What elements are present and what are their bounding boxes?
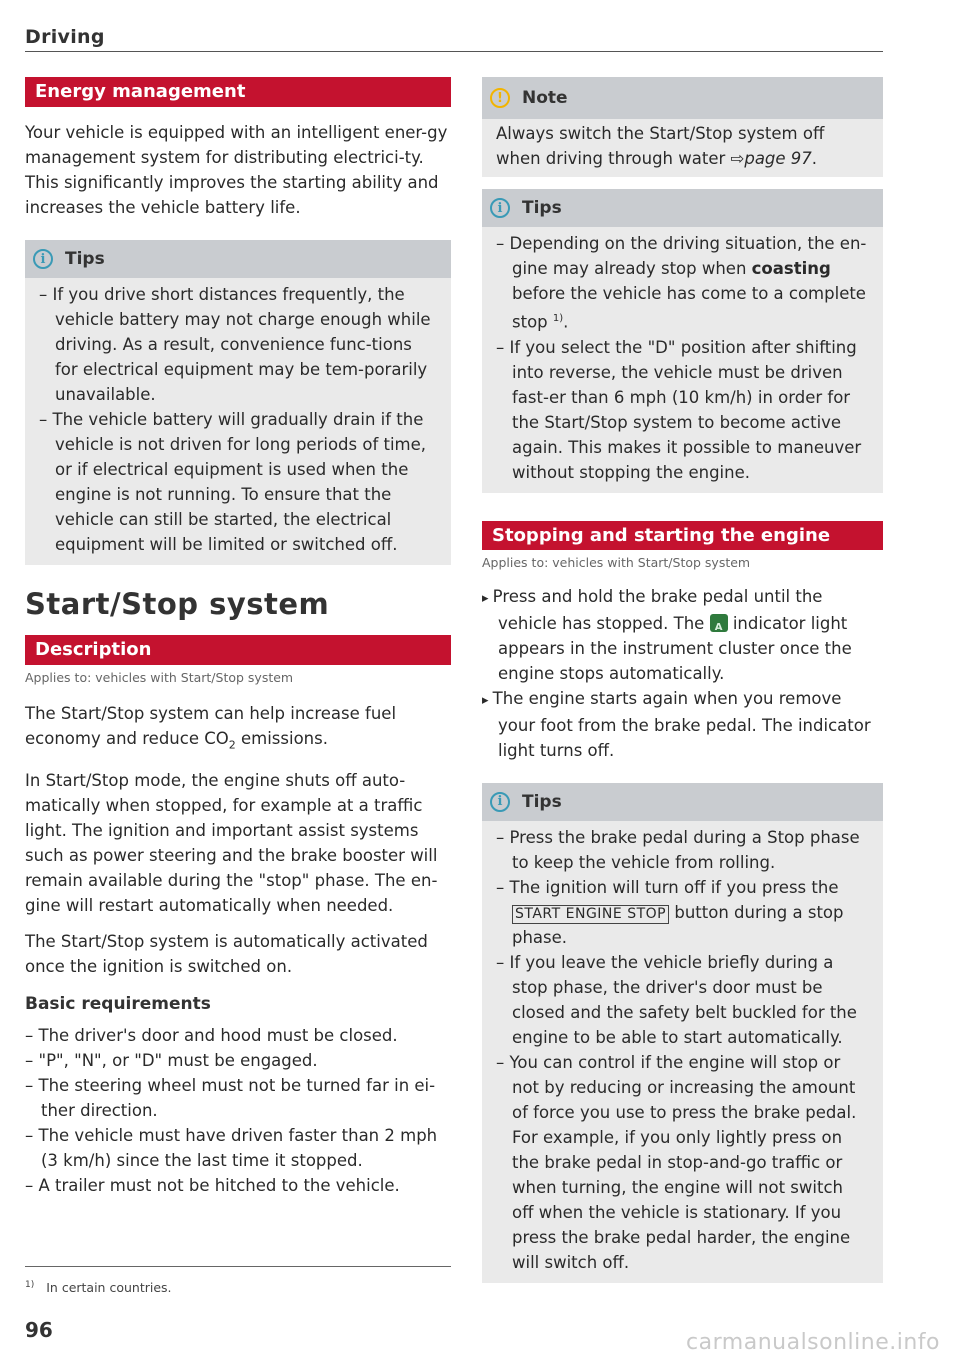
list-item: – A trailer must not be hitched to the vehicle. [25,1173,451,1198]
tips-label: Tips [522,198,562,218]
tips-header [25,240,451,278]
list-item: – The vehicle battery will gradually drain if the vehicle is not driven for long periods of time, or if electrical equipment is used when the engine is not running. To ensure that the vehicle can still be started, the electrical equipment will be limited or switched off. [39,407,437,557]
list-item: – The vehicle must have driven faster than 2 mph (3 km/h) since the last time it stopped. [25,1123,451,1173]
list-item: – You can control if the engine will stop or not by reducing or increasing the amount of force you use to press the brake pedal. For example, if you only lightly press on the brake pedal in stop-and-go traffic or when turning, the engine will not switch off when the vehicle is stationary. If you press the brake pedal harder, the engine will switch off. [496,1050,869,1275]
applies-to: Applies to: vehicles with Start/Stop system [25,670,294,685]
steps-list [482,584,883,763]
step-item: ▸ Press and hold the brake pedal until the vehicle has stopped. The A indicator light appears in the instrument cluster once the engine stops automatically. [482,584,883,686]
list-item: – If you drive short distances frequently, the vehicle battery may not charge enough while driving. As a result, convenience func-tions for electrical equipment may be tem-porarily unavailable. [39,282,437,407]
note-text: Always switch the Start/Stop system off when driving through water ⇨page 97. [496,124,825,168]
watermark: carmanualsonline.info [686,1330,940,1355]
tips-header [482,783,883,821]
basic-requirements-heading: Basic requirements [25,994,211,1015]
footnote [25,1280,172,1295]
description-paragraph: The Start/Stop system can help increase fuel economy and reduce $CO_2$ emissions. [25,704,397,752]
step-item: ▸ The engine starts again when you remove your foot from the brake pedal. The indicator light turns off. [482,686,883,763]
description-heading: Description [25,635,451,665]
description-paragraph: The Start/Stop system is automatically activated once the ignition is switched on. [25,932,428,977]
start-stop-title: Start/Stop system [25,587,330,621]
footnote-divider [25,1266,451,1267]
start-engine-stop-key: START ENGINE STOP [512,905,669,924]
applies-to: Applies to: vehicles with Start/Stop system [482,554,751,570]
info-icon: i [33,249,53,269]
energy-management-heading: Energy management [25,77,451,107]
list-item: – Press the brake pedal during a Stop phase to keep the vehicle from rolling. [496,825,869,875]
requirements-list [25,1023,451,1198]
list-item: – The ignition will turn off if you press the START ENGINE STOP button during a stop phase. [496,875,869,950]
section-title: Driving [25,26,105,48]
tips-box-energy [25,240,451,565]
energy-management-text: Your vehicle is equipped with an intelligent ener-gy management system for distributing electrici-ty. This significantly improves the starting ability and increases the vehicle battery life. [25,123,448,217]
list-item: – The steering wheel must not be turned far in ei-ther direction. [25,1073,451,1123]
tips-label: Tips [522,791,562,812]
list-item: – "P", "N", or "D" must be engaged. [25,1048,451,1073]
info-icon: i [490,198,510,218]
list-item: – Depending on the driving situation, the en-gine may already stop when coasting before the vehicle has come to a complete stop $^{1)}$. [496,231,869,335]
tips-label: Tips [65,249,105,269]
page-number: 96 [25,1318,53,1342]
footnote-mark: 1) [25,1280,35,1290]
warning-icon: ! [490,88,510,108]
left-column [25,77,451,1198]
tips-box-coasting [482,189,883,493]
start-stop-indicator-icon [710,614,728,632]
stopping-starting-heading: Stopping and starting the engine [482,521,883,550]
info-icon: i [490,792,510,812]
note-label: Note [522,88,568,108]
header-divider [25,51,883,52]
tips-box-stop-phase [482,783,883,1283]
note-box [482,77,883,177]
description-paragraph: In Start/Stop mode, the engine shuts off auto-matically when stopped, for example at a traffic light. The ignition and important assist systems such as power steering and the brake booster will remain available during the "stop" phase. The en-gine will restart automatically when needed. [25,771,438,916]
note-header [482,77,883,119]
list-item: – If you select the "D" position after shifting into reverse, the vehicle must be driven fast-er than 6 mph (10 km/h) in order for the Start/Stop system to become active again. This makes it possible to maneuver without stopping the engine. [496,335,869,485]
tips-header [482,189,883,227]
list-item: – The driver's door and hood must be closed. [25,1023,451,1048]
footnote-text: In certain countries. [46,1280,172,1296]
page-reference-link[interactable]: page 97 [744,149,812,168]
right-column [482,77,883,1283]
page-ref-arrow-icon: ⇨ [730,149,745,168]
list-item: – If you leave the vehicle briefly during a stop phase, the driver's door must be closed and the safety belt buckled for the engine to be able to start automatically. [496,950,869,1050]
